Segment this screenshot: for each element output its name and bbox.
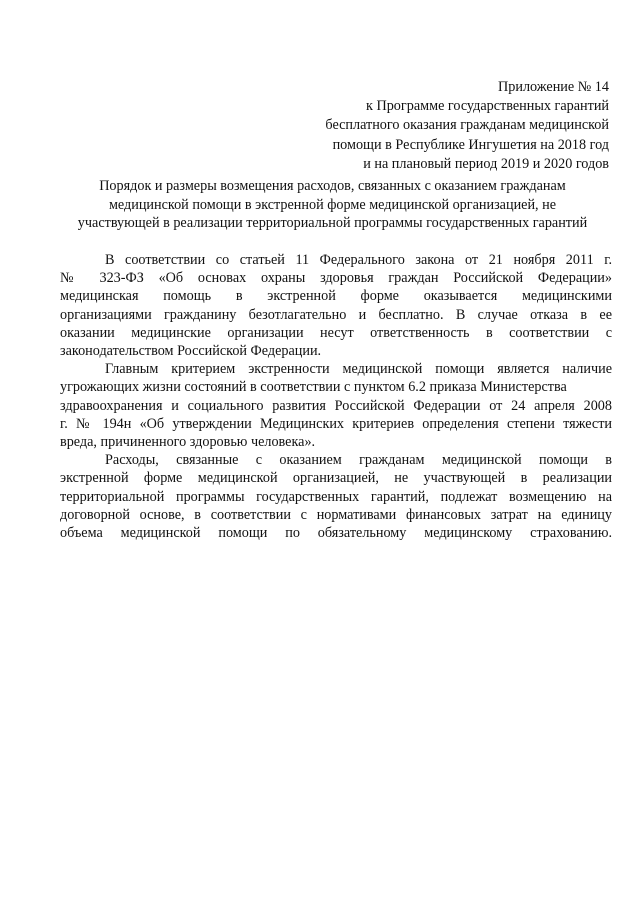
paragraph-line: оказании медицинские организации несут ответственность в соответствии с [60,324,612,341]
title-line: участвующей в реализации территориальной программы государственных гарантий [77,215,588,232]
document-body [60,251,612,542]
appendix-line: помощи в Республике Ингушетия на 2018 год [332,136,609,153]
appendix-header [189,78,609,174]
paragraph-line: организациями гражданину безотлагательно и бесплатно. В случае отказа в ее [60,306,612,323]
paragraph-line: В соответствии со статьей 11 Федерального закона от 21 ноября 2011 г. [105,252,612,268]
appendix-line: бесплатного оказания гражданам медицинской [325,117,609,134]
appendix-line: и на плановый период 2019 и 2020 годов [363,155,609,172]
appendix-line: к Программе государственных гарантий [366,98,609,115]
title-line: Порядок и размеры возмещения расходов, связанных с оказанием гражданам [99,178,566,194]
paragraph-line: законодательством Российской Федерации. [60,343,322,360]
paragraph [60,251,612,360]
paragraph-line: вреда, причиненного здоровью человека». [60,434,316,451]
paragraph-line: Главным критерием экстренности медицинской помощи является наличие [105,361,612,378]
paragraph-line: объема медицинской помощи по обязательному медицинскому страхованию. [60,525,612,542]
paragraph-line: г. № 194н «Об утверждении Медицинских критериев определения степени тяжести [60,415,612,432]
paragraph-line: Расходы, связанные с оказанием гражданам медицинской помощи в [105,452,612,469]
paragraph-line: здравоохранения и социального развития Российской Федерации от 24 апреля 2008 [60,397,612,414]
paragraph [60,360,612,451]
paragraph-line: угрожающих жизни состояний в соответствии с пунктом 6.2 приказа Министерства [60,379,567,396]
paragraph-line: № 323-ФЗ «Об основах охраны здоровья граждан Российской Федерации» [60,270,612,287]
document-title [50,177,615,233]
appendix-line: Приложение № 14 [498,79,609,95]
paragraph-line: экстренной форме медицинской организацией, не участвующей в реализации [60,470,612,487]
title-line: медицинской помощи в экстренной форме медицинской организацией, не [108,196,557,213]
paragraph-line: договорной основе, в соответствии с нормативами финансовых затрат на единицу [60,506,612,523]
paragraph-line: территориальной программы государственных гарантий, подлежат возмещению на [60,488,612,505]
paragraph [60,451,612,542]
paragraph-line: медицинская помощь в экстренной форме оказывается медицинскими [60,288,612,305]
